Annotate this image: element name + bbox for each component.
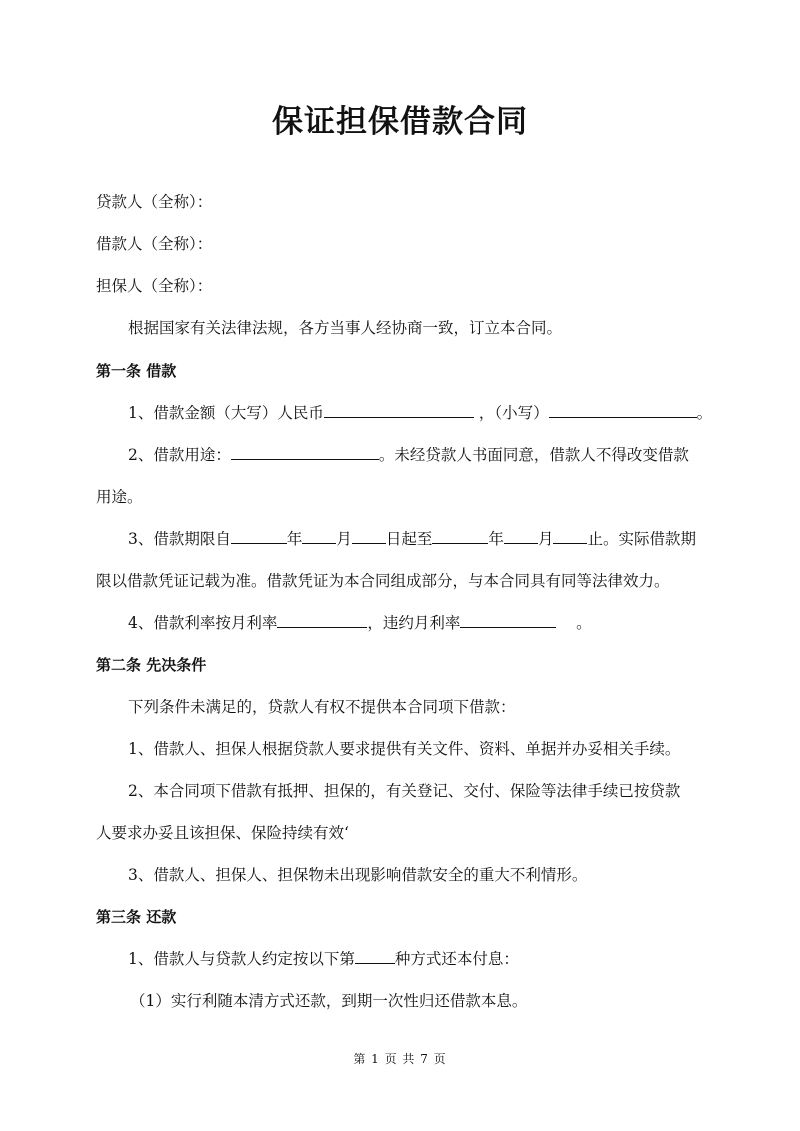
- lender-line: 贷款人（全称）：: [96, 193, 213, 211]
- document-title: 保证担保借款合同: [272, 104, 528, 140]
- purpose-blank: [231, 445, 379, 460]
- clause-1-4-text-a: 4、借款利率按月利率: [128, 614, 278, 632]
- start-year-blank: [231, 529, 287, 544]
- clause-1-4-text-c: 。: [576, 614, 592, 632]
- borrower-line: 借款人（全称）：: [96, 235, 213, 253]
- preamble: 根据国家有关法律法规，各方当事人经协商一致，订立本合同。: [128, 319, 563, 337]
- clause-1-1-text-c: 。: [696, 404, 713, 422]
- option-1: （1）实行利随本清方式还款，到期一次性归还借款本息。: [130, 992, 528, 1010]
- clause-2-2-cont: 人要求办妥且该担保、保险持续有效‘: [96, 824, 349, 842]
- clause-1-1-text-b: ，（小写）: [478, 404, 549, 422]
- clause-1-2-text-b: 。未经贷款人书面同意，借款人不得改变借款: [378, 446, 689, 464]
- clause-2-3: 3、借款人、担保人、担保物未出现影响借款安全的重大不利情形。: [128, 866, 588, 884]
- end-year-blank: [432, 529, 488, 544]
- year-label: 年: [286, 530, 303, 548]
- end-month-blank: [504, 529, 538, 544]
- year-label-2: 年: [488, 530, 504, 548]
- clause-1-2-cont: 用途。: [96, 488, 143, 506]
- article2-intro: 下列条件未满足的，贷款人有权不提供本合同项下借款：: [128, 698, 516, 716]
- clause-1-1-text-a: 1、借款金额（大写）人民币: [128, 404, 324, 422]
- clause-1-1: [128, 403, 738, 423]
- clause-1-3-cont: 限以借款凭证记载为准。借款凭证为本合同组成部分，与本合同具有同等法律效力。: [96, 572, 670, 590]
- month-label-2: 月: [537, 530, 554, 548]
- penalty-rate-blank: [460, 613, 556, 628]
- article1-heading: 第一条 借款: [96, 362, 177, 380]
- clause-1-4-text-b: ，违约月利率: [367, 614, 461, 632]
- amount-words-blank: [324, 403, 474, 418]
- clause-2-2: 2、本合同项下借款有抵押、担保的，有关登记、交付、保险等法律手续已按贷款: [128, 782, 681, 800]
- clause-3-1: [128, 949, 738, 969]
- monthly-rate-blank: [277, 613, 367, 628]
- start-month-blank: [302, 529, 336, 544]
- clause-3-1-text-b: 种方式还本付息：: [394, 950, 519, 968]
- amount-figures-blank: [549, 403, 697, 418]
- page-footer: 第 1 页 共 7 页: [353, 1052, 447, 1066]
- clause-1-3-text-b: 止。实际借款期: [587, 530, 696, 548]
- from-label: 日起至: [385, 530, 433, 548]
- guarantor-line: 担保人（全称）：: [96, 277, 213, 295]
- clause-1-3: [128, 529, 738, 549]
- month-label: 月: [336, 530, 352, 548]
- article2-heading: 第二条 先决条件: [96, 656, 207, 674]
- method-number-blank: [355, 949, 395, 964]
- clause-1-3-text-a: 3、借款期限自: [128, 530, 231, 548]
- clause-3-1-text-a: 1、借款人与贷款人约定按以下第: [128, 950, 355, 968]
- start-day-blank: [352, 529, 386, 544]
- clause-1-2: [128, 445, 738, 465]
- clause-1-4: [128, 613, 738, 633]
- clause-2-1: 1、借款人、担保人根据贷款人要求提供有关文件、资料、单据并办妥相关手续。: [128, 740, 681, 758]
- clause-1-2-text-a: 2、借款用途：: [128, 446, 231, 464]
- article3-heading: 第三条 还款: [96, 908, 177, 926]
- end-day-blank: [553, 529, 587, 544]
